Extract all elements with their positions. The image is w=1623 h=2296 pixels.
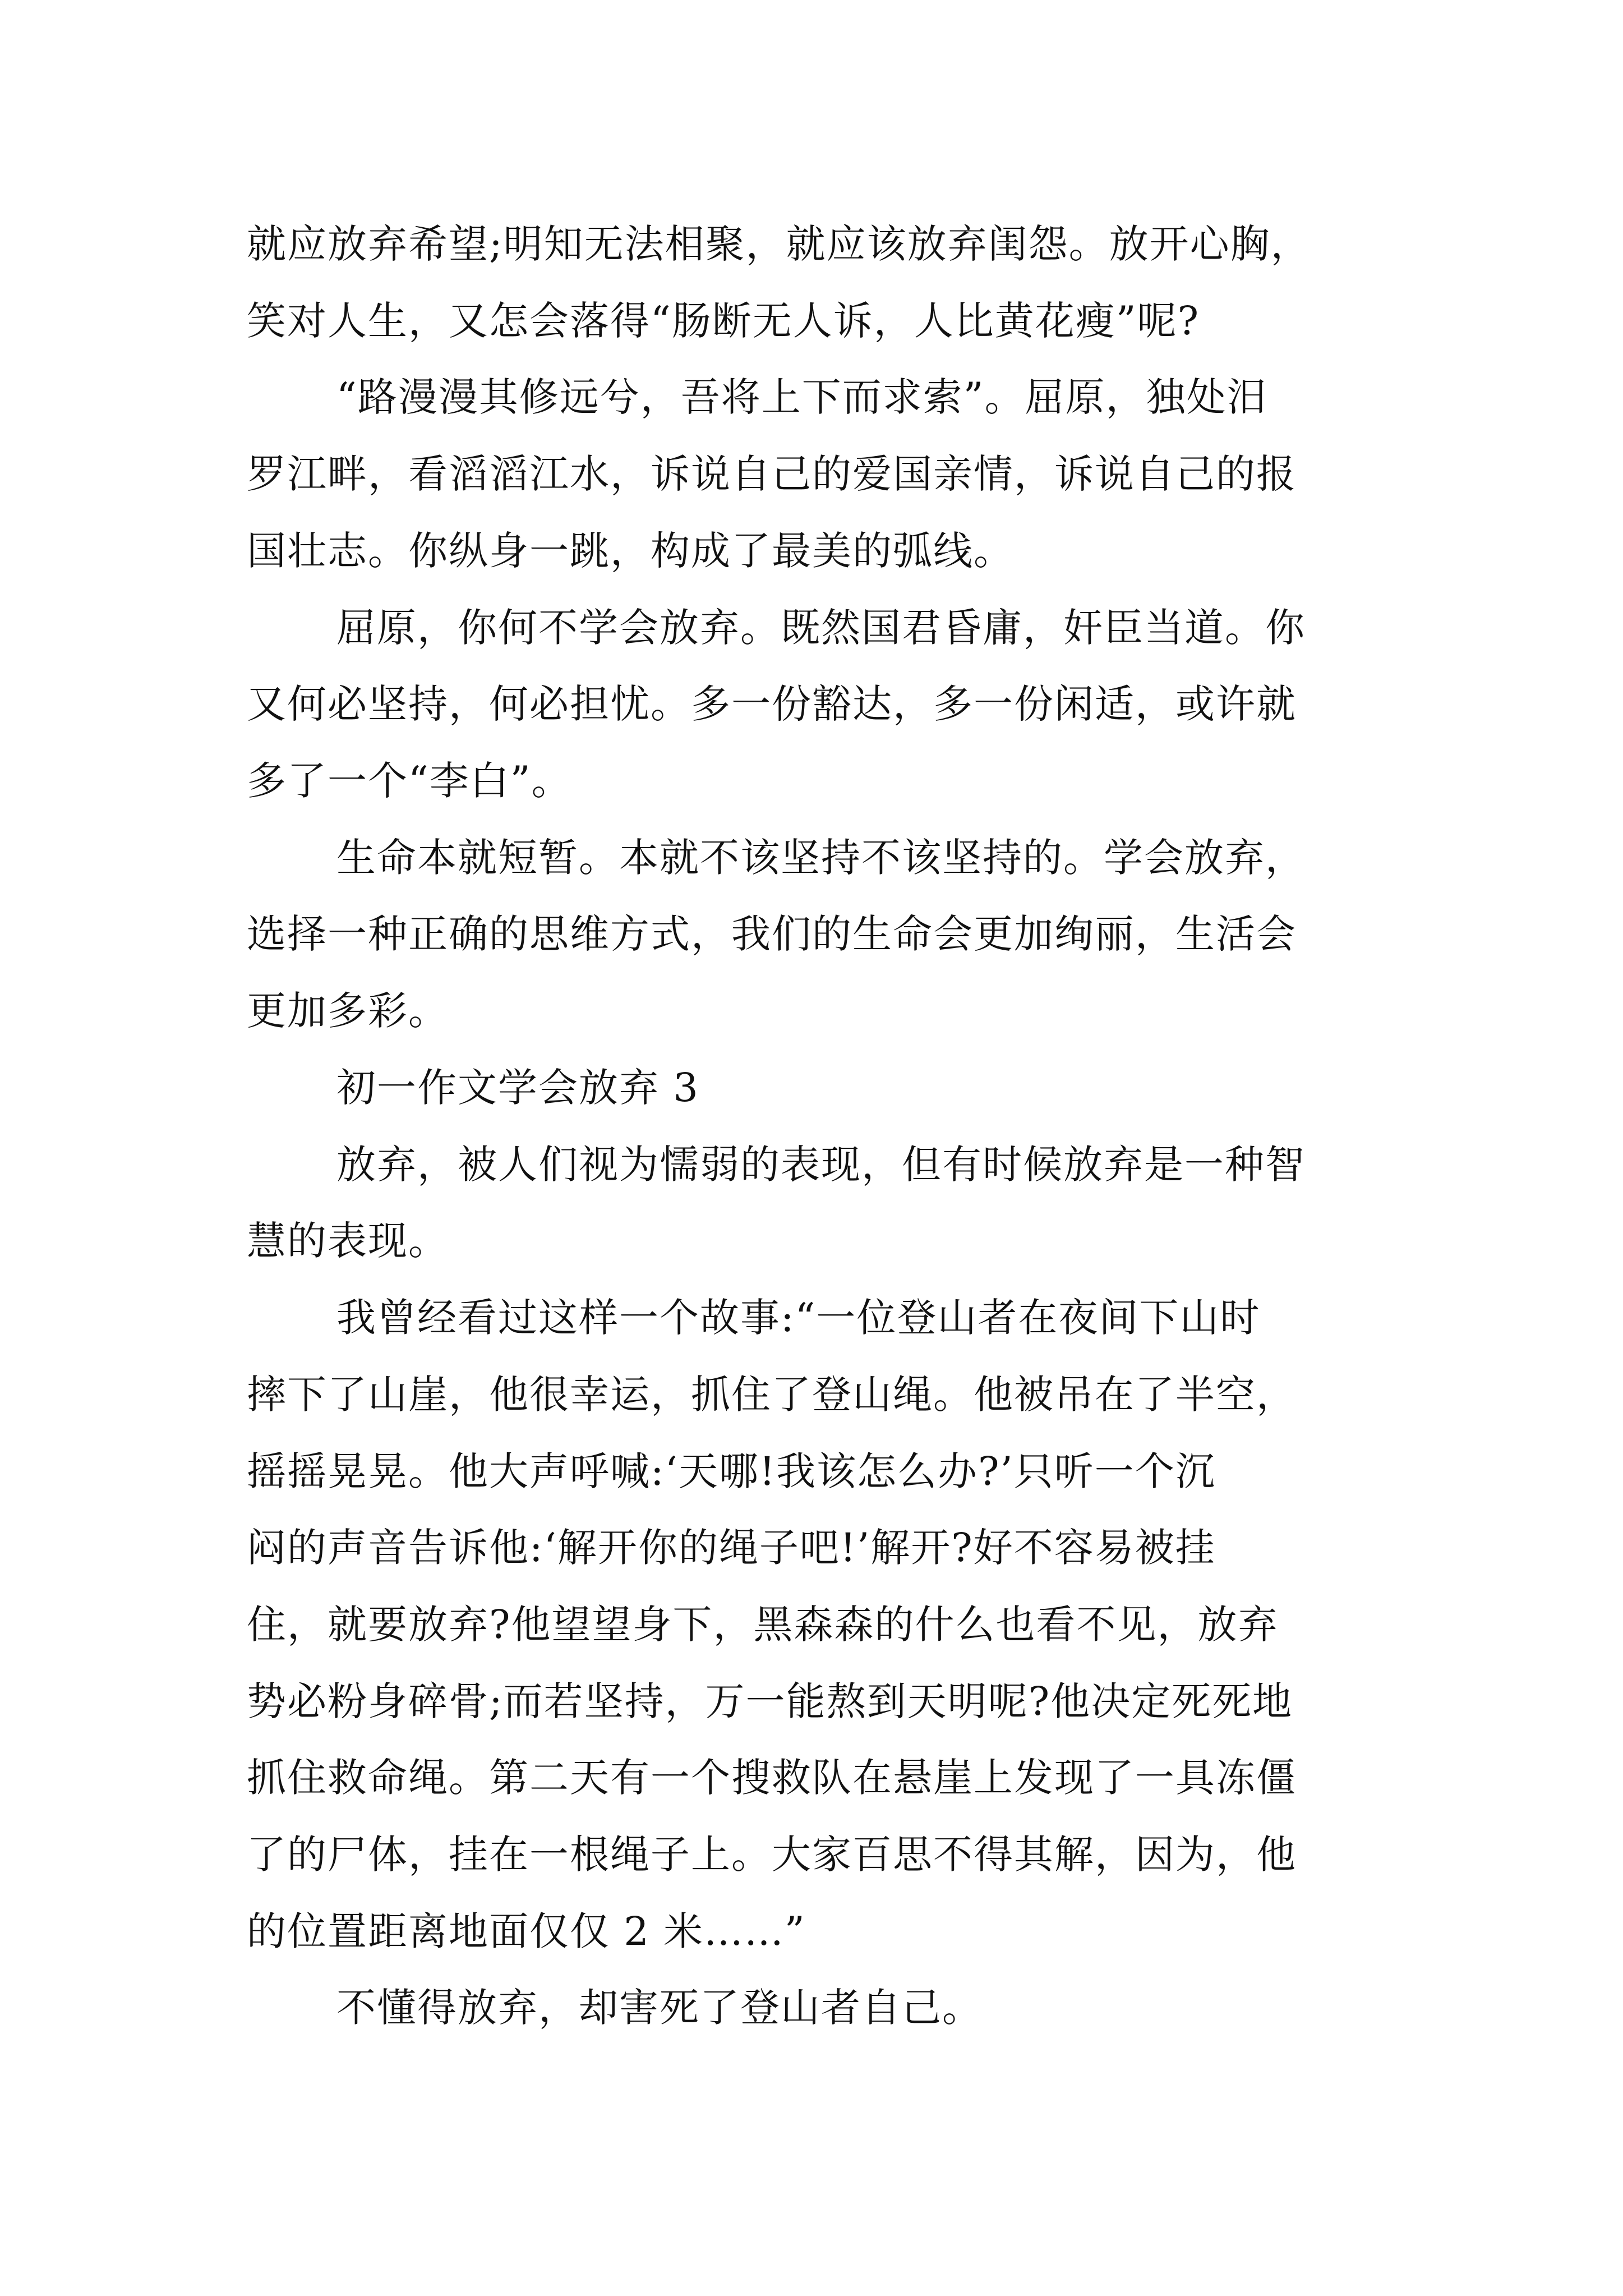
text-line: 就应放弃希望;明知无法相聚，就应该放弃闺怨。放开心胸， xyxy=(247,221,1311,267)
text-line: 住，就要放弃?他望望身下，黑森森的什么也看不见，放弃 xyxy=(247,1602,1279,1648)
text-line: 闷的声音告诉他:‘解开你的绳子吧!’解开?好不容易被挂 xyxy=(247,1525,1216,1571)
text-line: 更加多彩。 xyxy=(247,988,449,1034)
text-line: 国壮志。你纵身一跳，构成了最美的弧线。 xyxy=(247,528,1014,574)
section-heading: 初一作文学会放弃 3 xyxy=(336,1065,699,1111)
paragraph-first-line: 不懂得放弃，却害死了登山者自己。 xyxy=(336,1985,983,2031)
text-line: 摇摇晃晃。他大声呼喊:‘天哪!我该怎么办?’只听一个沉 xyxy=(247,1448,1216,1494)
text-line: 的位置距离地面仅仅 2 米……” xyxy=(247,1908,806,1954)
text-line: 多了一个“李白”。 xyxy=(247,758,572,804)
text-line: 势必粉身碎骨;而若坚持，万一能熬到天明呢?他决定死死地 xyxy=(247,1678,1293,1724)
paragraph-first-line: 屈原，你何不学会放弃。既然国君昏庸，奸臣当道。你 xyxy=(336,605,1306,651)
paragraph-first-line: 我曾经看过这样一个故事:“一位登山者在夜间下山时 xyxy=(336,1295,1261,1341)
text-line: 选择一种正确的思维方式，我们的生命会更加绚丽，生活会 xyxy=(247,911,1297,957)
paragraph-first-line: 生命本就短暂。本就不该坚持不该坚持的。学会放弃， xyxy=(336,835,1306,881)
text-line: 慧的表现。 xyxy=(247,1218,449,1264)
text-line: 罗江畔，看滔滔江水，诉说自己的爱国亲情，诉说自己的报 xyxy=(247,451,1297,497)
text-line: 又何必坚持，何必担忧。多一份豁达，多一份闲适，或许就 xyxy=(247,681,1297,727)
paragraph-first-line: “路漫漫其修远兮，吾将上下而求索”。屈原，独处汨 xyxy=(336,374,1267,420)
text-line: 了的尸体，挂在一根绳子上。大家百思不得其解，因为，他 xyxy=(247,1832,1297,1878)
text-line: 笑对人生，又怎会落得“肠断无人诉，人比黄花瘦”呢? xyxy=(247,298,1200,344)
paragraph-first-line: 放弃，被人们视为懦弱的表现，但有时候放弃是一种智 xyxy=(336,1142,1306,1188)
text-line: 抓住救命绳。第二天有一个搜救队在悬崖上发现了一具冻僵 xyxy=(247,1755,1297,1801)
text-line: 摔下了山崖，他很幸运，抓住了登山绳。他被吊在了半空， xyxy=(247,1372,1297,1418)
